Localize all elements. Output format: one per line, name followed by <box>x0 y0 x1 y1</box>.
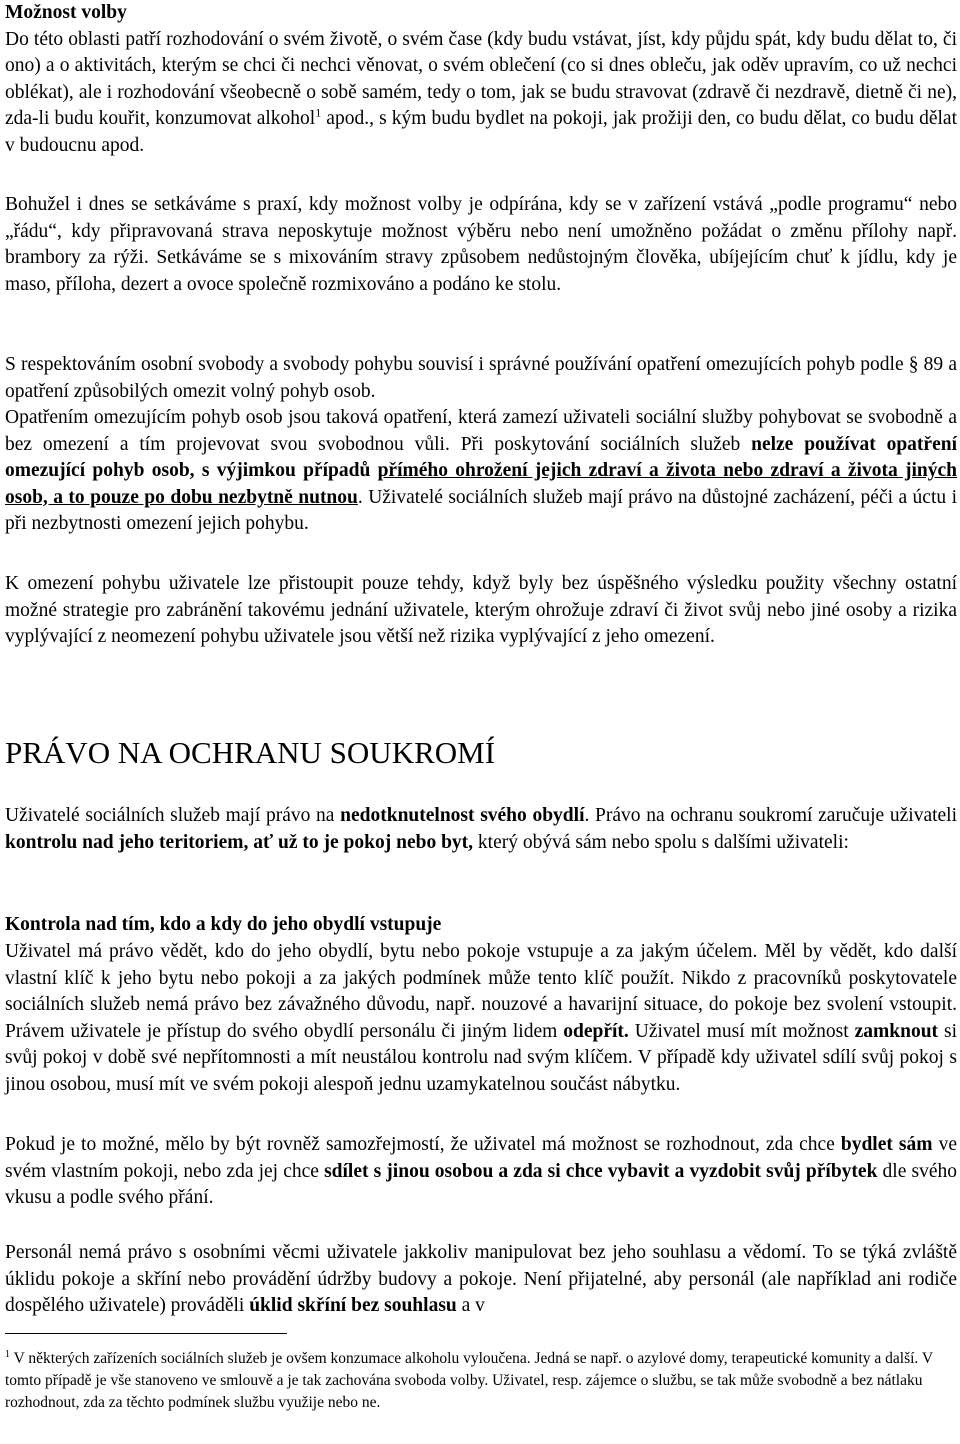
emphasis-text: odepřít. <box>563 1020 629 1042</box>
paragraph-text: K omezení pohybu uživatele lze přistoupit pouze tehdy, když byly bez úspěšného výsledku použity všechny ostatní možné strategie pro zabránění takovému jednání uživatele, kterým ohrožuje zdraví či život svůj nebo jiné osoby a rizika vyplývající z neomezení pohybu uživatele jsou větší než rizika vyplývající z jeho omezení. <box>5 573 957 647</box>
paragraph-text: si svůj pokoj v době své nepřítomnosti a mít neustálou kontrolu nad svým klíčem. V případě kdy uživatel sdílí svůj pokoj s jinou osobou, musí mít ve svém pokoji alespoň jednu uzamykatelnou součást nábytku. <box>5 1020 958 1095</box>
paragraph-restraint <box>5 405 957 538</box>
paragraph-text: Bohužel i dnes se setkáváme s praxí, kdy možnost volby je odpírána, kdy se v zařízení vstává „podle programu“ nebo „řádu“, kdy připravovaná strava neposkytuje možnost výběru nebo není umožněno požádat o změnu přílohy např. brambory za rýži. Setkáváme se s mixováním stravy způsobem nedůstojným člověka, ubíjejícím chuť k jídlu, kdy je maso, příloha, dezert a ovoce společně rozmixováno a podáno ke stolu. <box>5 194 957 295</box>
emphasis-text: úklid skříní bez souhlasu <box>249 1295 457 1316</box>
footnote-text: V některých zařízeních sociálních služeb je ovšem konzumace alkoholu vyloučena. Jedná se např. o azylové domy, terapeutické komunity a další. V tomto případě je vše stanoveno ve smlouvě a je tak zachována svoboda volby. Uživatel, resp. zájemce o službu, se tak může svobodně a bez nátlaku rozhodnout, zda za těchto podmínek službu využije nebo ne. <box>5 1350 933 1412</box>
paragraph-text: S respektováním osobní svobody a svobody pohybu souvisí i správné používání opatření omezujících pohyb podle § 89 a opatření způsobilých omezit volný pohyb osob. <box>5 354 957 402</box>
subheading-block <box>5 912 957 939</box>
footnote <box>5 1344 955 1414</box>
paragraph-text: Opatřením omezujícím pohyb osob jsou taková opatření, která zamezí uživateli sociální služby pohybovat se svobodně a bez omezení a tím projevovat svou svobodnou vůli. Při poskytování sociálních služeb <box>5 407 957 455</box>
paragraph-choice-practice <box>5 192 957 298</box>
paragraph-text: který obývá sám nebo spolu s dalšími uživateli: <box>473 831 849 853</box>
emphasis-text: nelze používat opatření omezující pohyb osob <box>5 433 957 481</box>
footnote-ref[interactable]: 1 <box>315 105 322 120</box>
paragraph-text: Pokud je to možné, mělo by být rovněž samozřejmostí, že uživatel má možnost se rozhodnout, zda chce <box>5 1134 841 1155</box>
footnote-divider <box>5 1333 287 1334</box>
paragraph-choice-intro <box>5 27 957 160</box>
section-title: PRÁVO NA OCHRANU SOUKROMÍ <box>5 735 496 770</box>
paragraph-text: . Uživatelé sociálních služeb mají právo na důstojné zacházení, péči a úctu i při nezbytnosti omezení jejich pohybu. <box>5 486 957 534</box>
subsection-heading: Kontrola nad tím, kdo a kdy do jeho obydlí vstupuje <box>5 914 442 935</box>
section-heading: Možnost volby <box>5 2 127 23</box>
emphasis-text: zamknout <box>854 1020 939 1042</box>
emphasis-text: , s výjimkou případů <box>189 460 378 481</box>
paragraph-text: Uživatel má právo vědět, kdo do jeho obydlí, bytu nebo pokoje vstupuje a za jakým účelem. Měl by vědět, kdo další vlastní klíč k jeho bytu nebo pokoji a za jakých podmínek může tento klíč použít. Nikdo z pracovníků poskytovatele sociálních služeb nemá právo bez závažného důvodu, např. nouzové a havarijní situace, do pokoje bez svolení vstoupit. Právem uživatele je přístup do svého obydlí personálu či jiným lidem <box>5 941 957 1042</box>
paragraph-text: ve svém vlastním pokoji, nebo zda jej chce <box>5 1134 958 1182</box>
emphasis-text: kontrolu nad jeho teritoriem, ať už to je pokoj nebo byt, <box>5 831 474 853</box>
emphasis-text: nedotknutelnost svého obydlí <box>340 805 585 826</box>
paragraph-freedom <box>5 352 957 405</box>
paragraph-living-choice <box>5 1132 957 1212</box>
paragraph-text: Personál nemá právo s osobními věcmi uživatele jakkoliv manipulovat bez jeho souhlasu a vědomí. To se týká zvláště úklidu pokoje a skříní nebo provádění údržby budovy a pokoje. Není přijatelné, aby personál (ale například ani rodiče dospělého uživatele) prováděli <box>5 1242 957 1316</box>
paragraph-text: a v <box>456 1295 485 1316</box>
underlined-emphasis-text: přímého ohrožení jejich zdraví a života nebo zdraví a života jiných osob, a to pouze po dobu nezbytně nutnou <box>5 460 957 508</box>
paragraph-text: Uživatelé sociálních služeb mají právo na <box>5 805 341 826</box>
paragraph-text: dle svého vkusu a podle svého přání. <box>5 1160 957 1208</box>
paragraph-restraint-conditions <box>5 571 957 651</box>
paragraph-personal-items <box>5 1240 957 1320</box>
emphasis-text: sdílet s jinou osobou a zda si chce vybavit a vyzdobit svůj příbytek <box>324 1160 878 1182</box>
paragraph-text: apod., s kým budu bydlet na pokoji, jak prožiji den, co budu dělat, co budu dělat v budoucnu apod. <box>5 108 957 156</box>
emphasis-text: bydlet sám <box>840 1134 933 1155</box>
paragraph-text: . Právo na ochranu soukromí zaručuje uživateli <box>584 805 958 826</box>
paragraph-text: Do této oblasti patří rozhodování o svém životě, o svém čase (kdy budu vstávat, jíst, kdy půjdu spát, kdy budu dělat to, či ono) a o aktivitách, kterým se chci či nechci věnovat, o svém oblečení (co si dnes obleču, jak oděv upravím, co už nechci oblékat), ale i rozhodování všeobecně o sobě samém, tedy o tom, jak se budu stravovat (zdravě či nezdravě, dietně či ne), zda-li budu kouřit, konzumovat alkohol <box>5 28 957 129</box>
footnote-number: 1 <box>5 1349 10 1360</box>
paragraph-privacy-intro <box>5 803 957 856</box>
paragraph-access-control <box>5 939 957 1098</box>
section-volba-heading-block <box>5 0 957 27</box>
paragraph-text: Uživatel musí mít možnost <box>628 1020 855 1042</box>
